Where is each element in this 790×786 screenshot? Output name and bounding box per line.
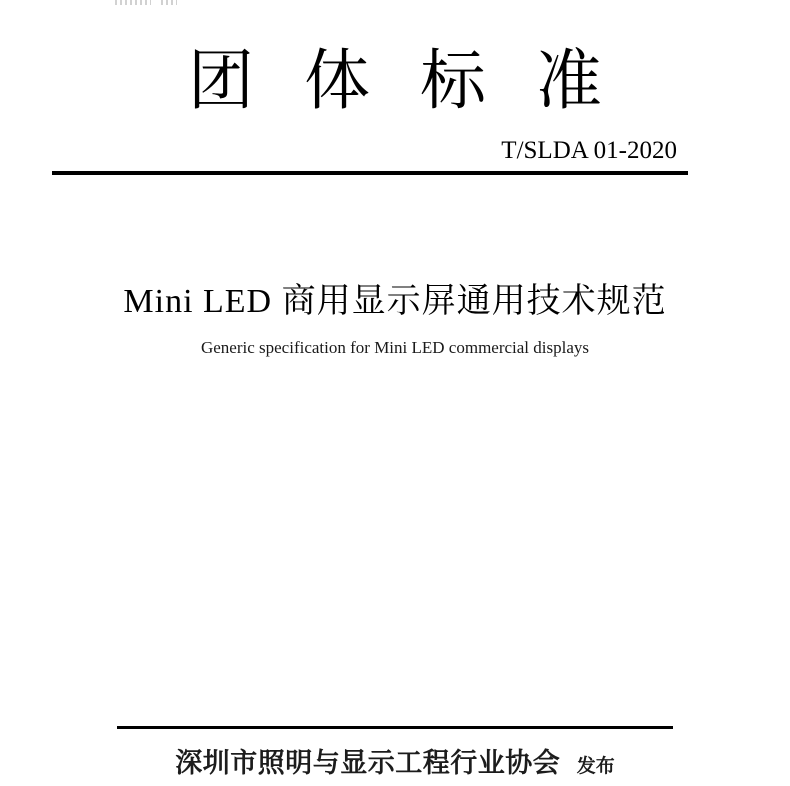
top-rule: [52, 171, 688, 175]
publisher-name: 深圳市照明与显示工程行业协会: [175, 748, 561, 778]
standard-category-title: 团体标准: [188, 43, 652, 117]
standard-number: T/SLDA 01-2020: [501, 137, 677, 164]
publish-label: 发布: [576, 756, 615, 777]
clipped-text-fragment: [161, 0, 177, 5]
bottom-rule: [117, 726, 673, 729]
document-title: Mini LED 商用显示屏通用技术规范: [123, 283, 667, 320]
publisher-row: [0, 741, 790, 780]
clipped-text-fragment: [115, 0, 151, 5]
clipped-text-artifact: [115, 0, 177, 6]
document-subtitle-en: Generic specification for Mini LED commercial displays: [200, 338, 590, 357]
